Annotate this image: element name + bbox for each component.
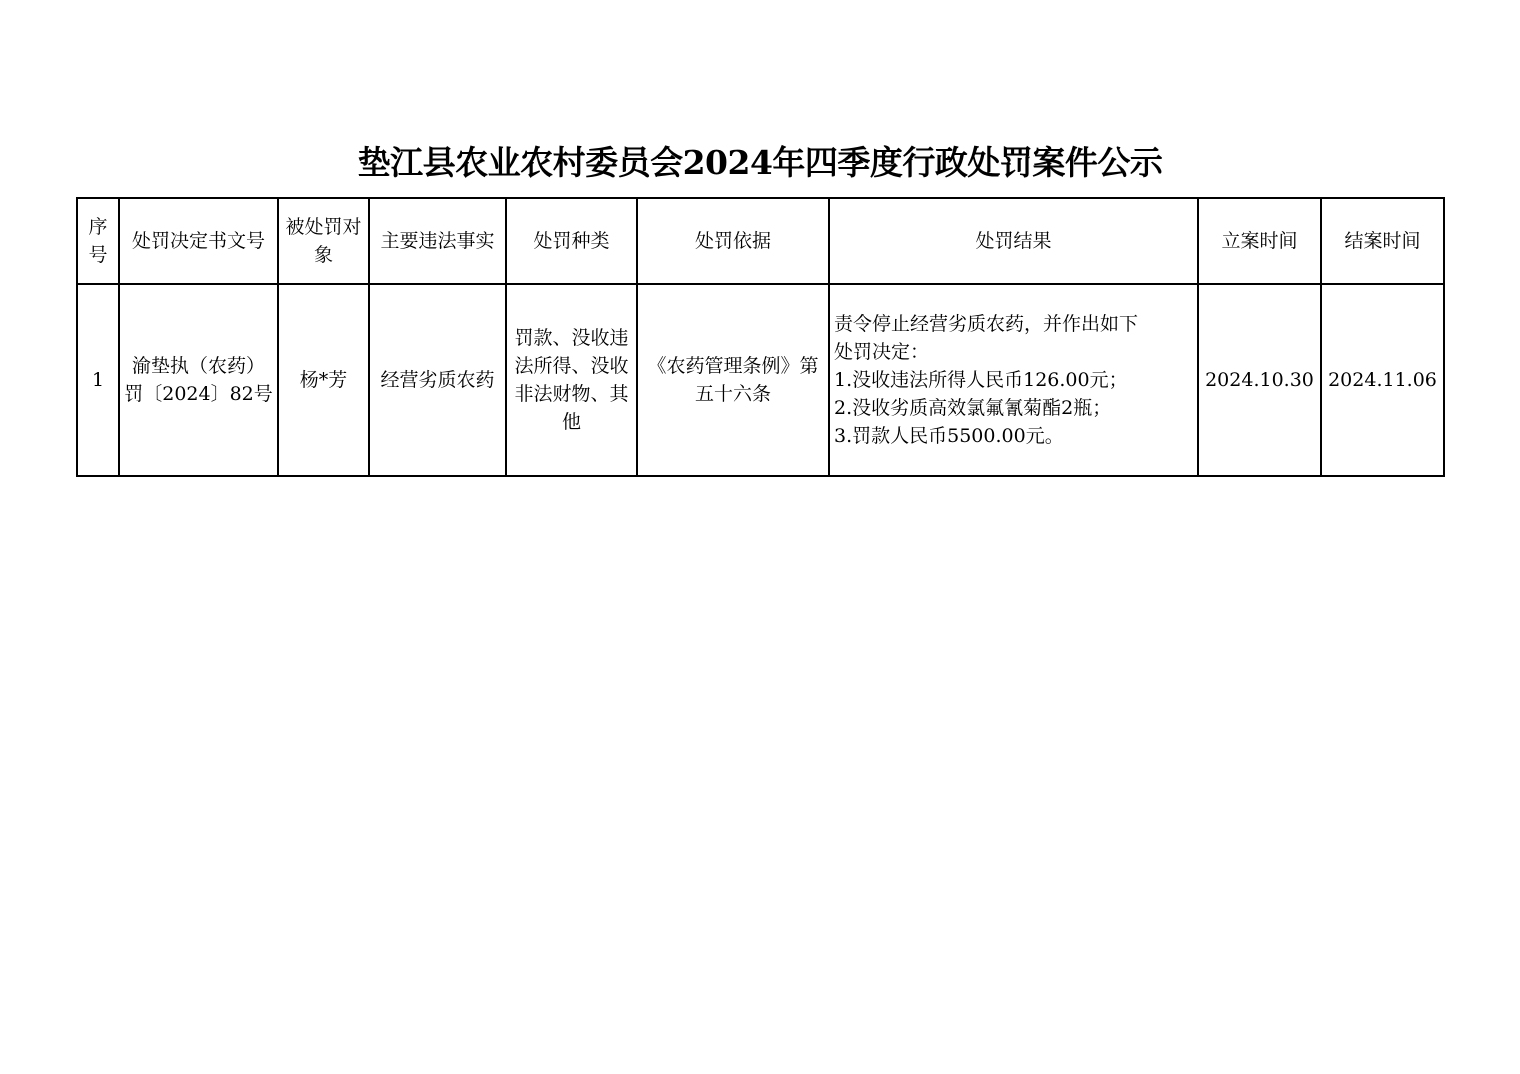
header-result: 处罚结果	[829, 198, 1198, 284]
header-target: 被处罚对象	[278, 198, 369, 284]
penalty-table	[76, 197, 1445, 477]
header-doc-no: 处罚决定书文号	[119, 198, 278, 284]
result-line: 责令停止经营劣质农药，并作出如下	[834, 313, 1139, 335]
header-filed-date: 立案时间	[1198, 198, 1321, 284]
table-header-row	[77, 198, 1444, 284]
cell-closed-date: 2024.11.06	[1321, 284, 1444, 476]
header-seq: 序号	[77, 198, 119, 284]
cell-seq: 1	[77, 284, 119, 476]
result-line: 1.没收违法所得人民币126.00元；	[834, 369, 1128, 391]
cell-doc-no: 渝垫执（农药）罚〔2024〕82号	[119, 284, 278, 476]
cell-target: 杨*芳	[278, 284, 369, 476]
header-facts: 主要违法事实	[369, 198, 506, 284]
cell-filed-date: 2024.10.30	[1198, 284, 1321, 476]
header-basis: 处罚依据	[637, 198, 829, 284]
cell-basis: 《农药管理条例》第五十六条	[637, 284, 829, 476]
cell-result	[829, 284, 1198, 476]
header-type: 处罚种类	[506, 198, 637, 284]
table-row	[77, 284, 1444, 476]
document-title: 垫江县农业农村委员会2024年四季度行政处罚案件公示	[357, 143, 1163, 182]
header-closed-date: 结案时间	[1321, 198, 1444, 284]
result-line: 2.没收劣质高效氯氟氰菊酯2瓶；	[834, 397, 1112, 419]
cell-type: 罚款、没收违法所得、没收非法财物、其他	[506, 284, 637, 476]
result-line: 3.罚款人民币5500.00元。	[834, 425, 1064, 447]
result-line: 处罚决定：	[834, 341, 930, 363]
cell-facts: 经营劣质农药	[369, 284, 506, 476]
